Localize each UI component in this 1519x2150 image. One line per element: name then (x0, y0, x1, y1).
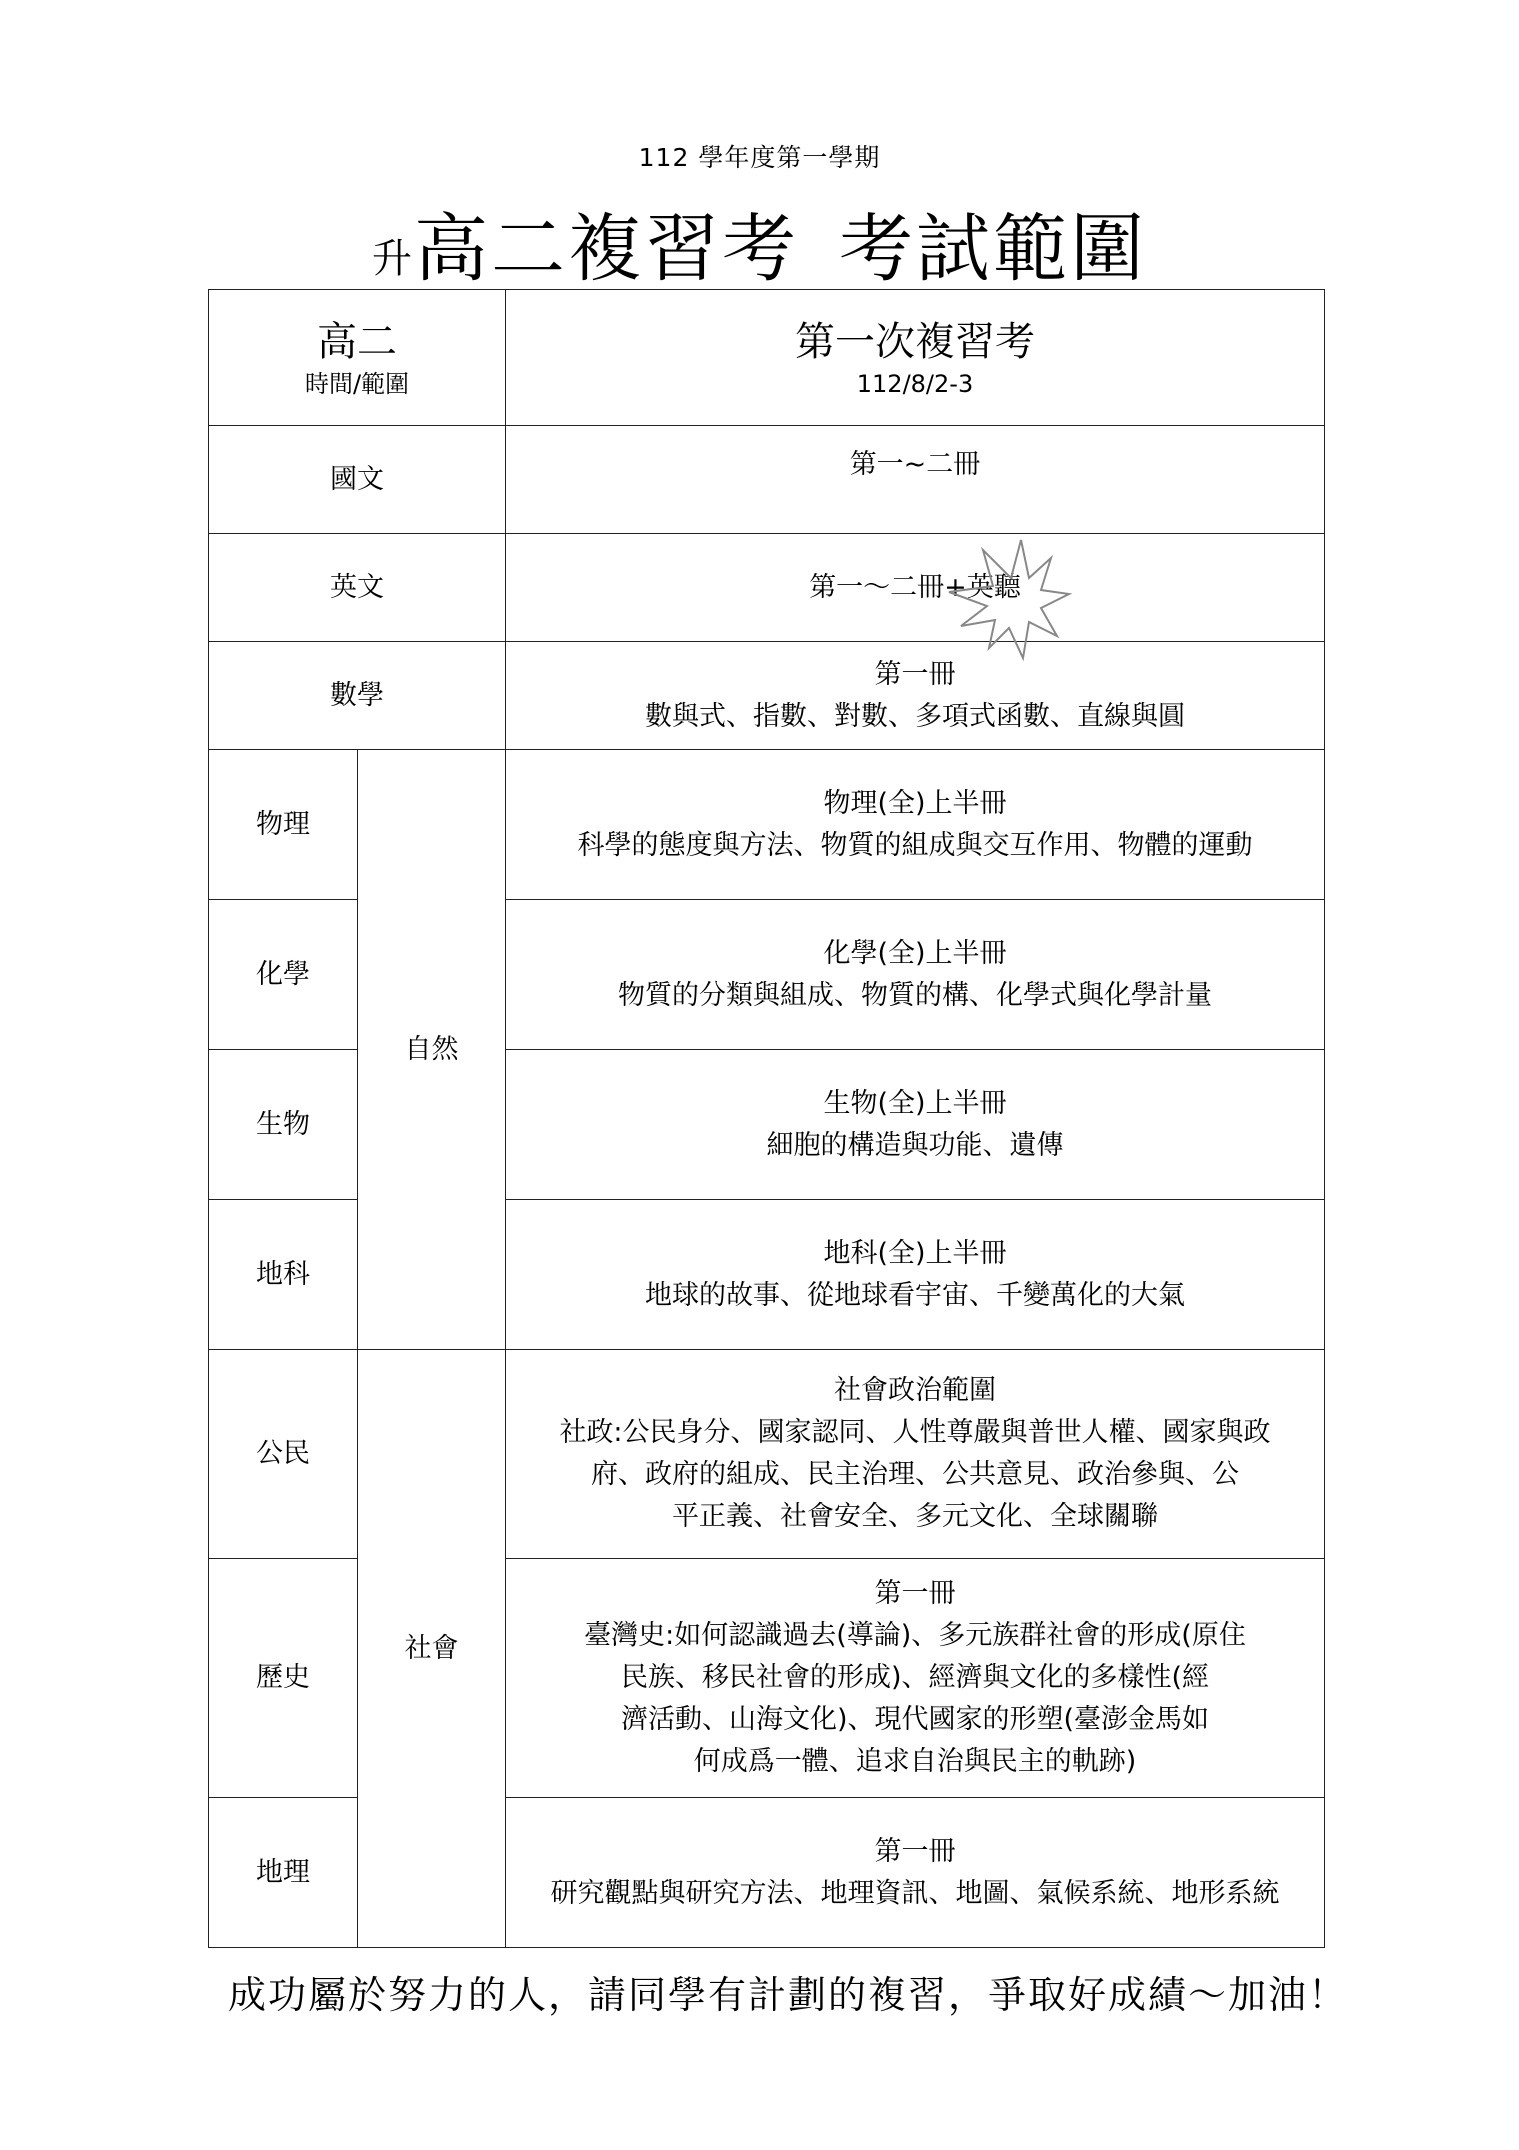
group-nature: 自然 (358, 750, 506, 1350)
exam-name: 第一次複習考 (795, 318, 1035, 365)
corner-cell (209, 290, 506, 426)
exam-range-table (208, 289, 1325, 1948)
grade-label: 高二 (317, 318, 397, 365)
time-range-label: 時間/範圍 (304, 369, 410, 398)
range-math: 第一冊 數與式、指數、對數、多項式函數、直線與圓 (506, 642, 1325, 750)
page-title (0, 190, 1519, 296)
exam-date: 112/8/2-3 (856, 369, 974, 398)
subject-geography: 地理 (209, 1798, 358, 1948)
range-chinese: 第一~二冊 (506, 426, 1325, 534)
title-main: 高二複習考 (414, 206, 799, 292)
subject-civics: 公民 (209, 1350, 358, 1559)
subject-chemistry: 化學 (209, 900, 358, 1050)
subject-math: 數學 (209, 642, 506, 750)
range-chemistry: 化學(全)上半冊 物質的分類與組成、物質的構、化學式與化學計量 (506, 900, 1325, 1050)
range-geography: 第一冊 研究觀點與研究方法、地理資訊、地圖、氣候系統、地形系統 (506, 1798, 1325, 1948)
semester-label: 112 學年度第一學期 (638, 143, 881, 172)
exam-cell (506, 290, 1325, 426)
range-history: 第一冊 臺灣史:如何認識過去(導論)、多元族群社會的形成(原住 民族、移民社會的形成)、經濟與文化的多樣性(經 濟活動、山海文化)、現代國家的形塑(臺澎金馬如 何成爲一體、追求自治與民主的軌跡) (506, 1559, 1325, 1798)
range-english: 第一～二冊+英聽 (506, 534, 1325, 642)
subject-biology: 生物 (209, 1050, 358, 1200)
range-civics: 社會政治範圍 社政:公民身分、國家認同、人性尊嚴與普世人權、國家與政 府、政府的組成、民主治理、公共意見、政治參與、公 平正義、社會安全、多元文化、全球關聯 (506, 1350, 1325, 1559)
range-biology: 生物(全)上半冊 細胞的構造與功能、遺傳 (506, 1050, 1325, 1200)
starburst-icon (943, 538, 1075, 662)
range-physics: 物理(全)上半冊 科學的態度與方法、物質的組成與交互作用、物體的運動 (506, 750, 1325, 900)
table-row (209, 426, 1325, 534)
subject-chinese: 國文 (209, 426, 506, 534)
title-prefix: 升 (372, 236, 412, 282)
subject-physics: 物理 (209, 750, 358, 900)
table-row (209, 750, 1325, 900)
subject-history: 歷史 (209, 1559, 358, 1798)
table-header-row (209, 290, 1325, 426)
range-earth: 地科(全)上半冊 地球的故事、從地球看宇宙、千變萬化的大氣 (506, 1200, 1325, 1350)
motto-text: 成功屬於努力的人，請同學有計劃的複習，爭取好成績～加油！ (228, 1973, 1349, 2017)
subject-english: 英文 (209, 534, 506, 642)
table-row (209, 534, 1325, 642)
table-row (209, 642, 1325, 750)
title-sub: 考試範圍 (839, 206, 1147, 292)
subject-earth: 地科 (209, 1200, 358, 1350)
group-social: 社會 (358, 1350, 506, 1948)
table-row (209, 1350, 1325, 1559)
